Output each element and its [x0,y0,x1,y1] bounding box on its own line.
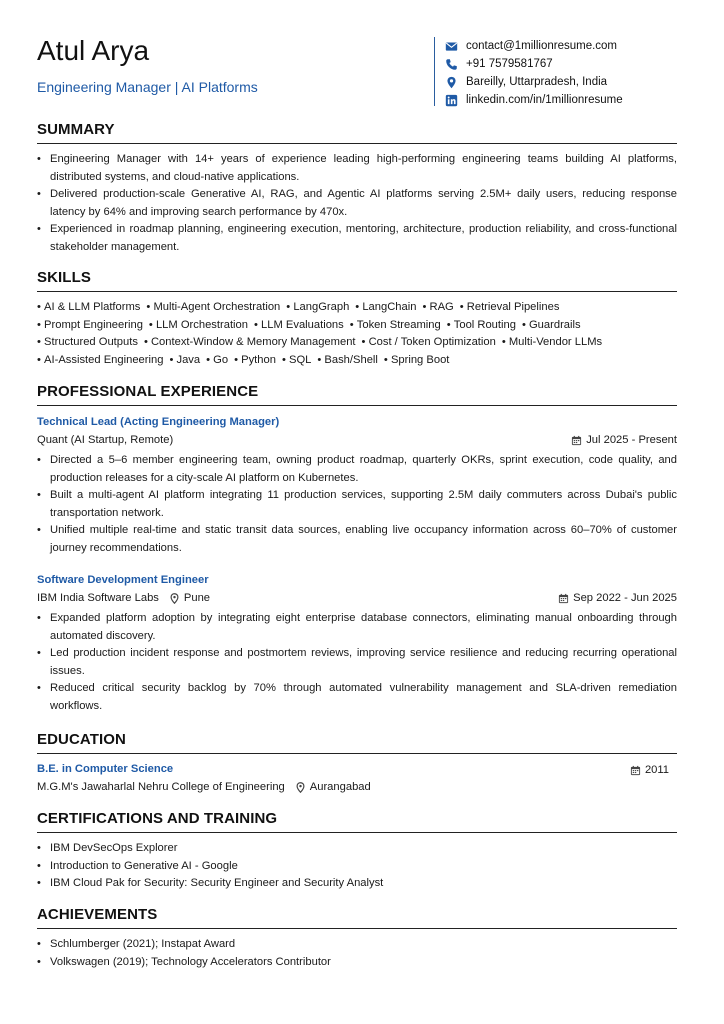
skill-item: • RAG [422,301,453,313]
section-divider [37,928,677,929]
linkedin-icon [445,94,458,107]
list-item: • Built a multi-agent AI platform integrating 11 production services, supporting 2.5M daily commuters across Dubai's public transportation network. [37,487,677,522]
skills-line [37,334,677,352]
contact-email-row[interactable] [445,37,623,55]
skill-item: • LangChain [355,301,416,313]
job-location: Pune [183,592,211,604]
job-entry [37,572,677,715]
skill-item: • Bash/Shell [317,354,378,366]
summary-list [37,151,677,256]
summary-heading: SUMMARY [37,121,115,138]
school-location: Aurangabad [309,781,371,793]
list-item: • Introduction to Generative AI - Google [37,858,677,876]
degree-row [37,761,677,779]
section-divider [37,291,677,292]
section-divider [37,143,677,144]
job-title: Software Development Engineer [37,574,209,586]
candidate-name: Atul Arya [37,35,150,66]
list-item: • Directed a 5–6 member engineering team, owning product roadmap, quarterly OKRs, sprint execution, code quality, and production releases for a city-scale AI platform on Kubernetes. [37,452,677,487]
map-pin-icon [169,593,180,604]
job-meta [37,431,677,449]
job-meta [37,589,677,607]
contact-location-row [445,73,623,91]
section-divider [37,405,677,406]
school-location-wrap [295,779,371,796]
list-item: • Engineering Manager with 14+ years of experience leading high-performing engineering teams building AI platforms, distributed systems, and cloud-native applications. [37,151,677,186]
school-row [37,779,677,796]
experience-section [37,383,677,715]
list-item: • Delivered production-scale Generative AI, RAG, and Agentic AI platforms serving 2.5M+ daily users, reducing response latency by 64% and improving search performance by 470x. [37,186,677,221]
skill-item: • Tool Routing [447,319,516,331]
achievements-heading: ACHIEVEMENTS [37,906,158,923]
skills-line [37,317,677,335]
calendar-icon [571,435,582,446]
map-pin-icon [445,76,458,89]
job-title: Technical Lead (Acting Engineering Manager) [37,416,280,428]
list-item: • Schlumberger (2021); Instapat Award [37,936,677,954]
job-dates: Sep 2022 - Jun 2025 [573,592,677,604]
candidate-role: Engineering Manager | AI Platforms [37,79,258,95]
section-divider [37,753,677,754]
job-dates-wrap [571,431,677,449]
skill-item: • Context-Window & Memory Management [144,336,356,348]
email-icon [445,40,458,53]
certifications-section [37,810,677,893]
skills-line [37,299,677,317]
achievements-list [37,936,677,971]
skill-item: • Retrieval Pipelines [460,301,560,313]
job-entry [37,414,677,557]
contact-linkedin-row[interactable] [445,91,623,109]
skills-list [37,299,677,369]
skill-item: • Cost / Token Optimization [362,336,496,348]
skill-item: • Java [169,354,200,366]
skills-line [37,352,677,370]
skill-item: • LLM Orchestration [149,319,248,331]
list-item: • Reduced critical security backlog by 70% through automated vulnerability management and SLA-driven remediation workflows. [37,680,677,715]
job-bullets [37,610,677,715]
skill-item: • Prompt Engineering [37,319,143,331]
skill-item: • Multi-Agent Orchestration [146,301,280,313]
job-bullets [37,452,677,557]
list-item: • Experienced in roadmap planning, engineering execution, mentoring, architecture, production reliability, and cross-functional stakeholder management. [37,221,677,256]
list-item: • Unified multiple real-time and static transit data sources, enabling live occupancy information across 60–70% of customer journey recommendations. [37,522,677,557]
job-company-wrap [37,589,210,607]
list-item: • Led production incident response and postmortem reviews, improving service resilience and reducing recurring operational issues. [37,645,677,680]
skill-item: • Guardrails [522,319,581,331]
list-item: • Volkswagen (2019); Technology Accelerators Contributor [37,954,677,972]
skills-section [37,269,677,369]
job-company: Quant (AI Startup, Remote) [37,434,174,446]
job-company-wrap [37,431,173,449]
summary-section [37,121,677,256]
calendar-icon [630,765,641,776]
skill-item: • Python [234,354,276,366]
education-year-wrap [630,761,669,779]
skill-item: • LLM Evaluations [254,319,344,331]
contact-phone: +91 7579581767 [466,58,553,70]
job-company: IBM India Software Labs [37,592,159,604]
list-item: • Expanded platform adoption by integrating eight enterprise database connectors, eliminating manual onboarding through automated discovery. [37,610,677,645]
skills-heading: SKILLS [37,269,91,286]
education-heading: EDUCATION [37,731,126,748]
skill-item: • AI & LLM Platforms [37,301,140,313]
contact-email: contact@1millionresume.com [466,40,618,52]
education-year: 2011 [644,764,669,776]
skill-item: • AI-Assisted Engineering [37,354,163,366]
skill-item: • Multi-Vendor LLMs [502,336,602,348]
achievements-section [37,906,677,971]
contact-linkedin: linkedin.com/in/1millionresume [466,94,623,106]
experience-heading: PROFESSIONAL EXPERIENCE [37,383,259,400]
resume-header [37,0,677,118]
section-divider [37,832,677,833]
map-pin-icon [295,782,306,793]
list-item: • IBM Cloud Pak for Security: Security Engineer and Security Analyst [37,875,677,893]
skill-item: • Go [206,354,228,366]
job-dates-wrap [558,589,677,607]
resume-page [37,0,677,968]
phone-icon [445,58,458,71]
skill-item: • Spring Boot [384,354,450,366]
contact-block [434,37,623,106]
calendar-icon [558,593,569,604]
education-section [37,731,677,796]
certifications-list [37,840,677,893]
skill-item: • Structured Outputs [37,336,138,348]
education-entry [37,761,677,796]
skill-item: • Token Streaming [350,319,441,331]
contact-location: Bareilly, Uttarpradesh, India [466,76,608,88]
job-dates: Jul 2025 - Present [586,434,677,446]
list-item: • IBM DevSecOps Explorer [37,840,677,858]
skill-item: • LangGraph [286,301,349,313]
certifications-heading: CERTIFICATIONS AND TRAINING [37,810,278,827]
job-location-wrap [169,589,210,607]
school-name: M.G.M's Jawaharlal Nehru College of Engineering [37,781,285,793]
degree: B.E. in Computer Science [37,763,174,775]
skill-item: • SQL [282,354,311,366]
contact-phone-row[interactable] [445,55,623,73]
